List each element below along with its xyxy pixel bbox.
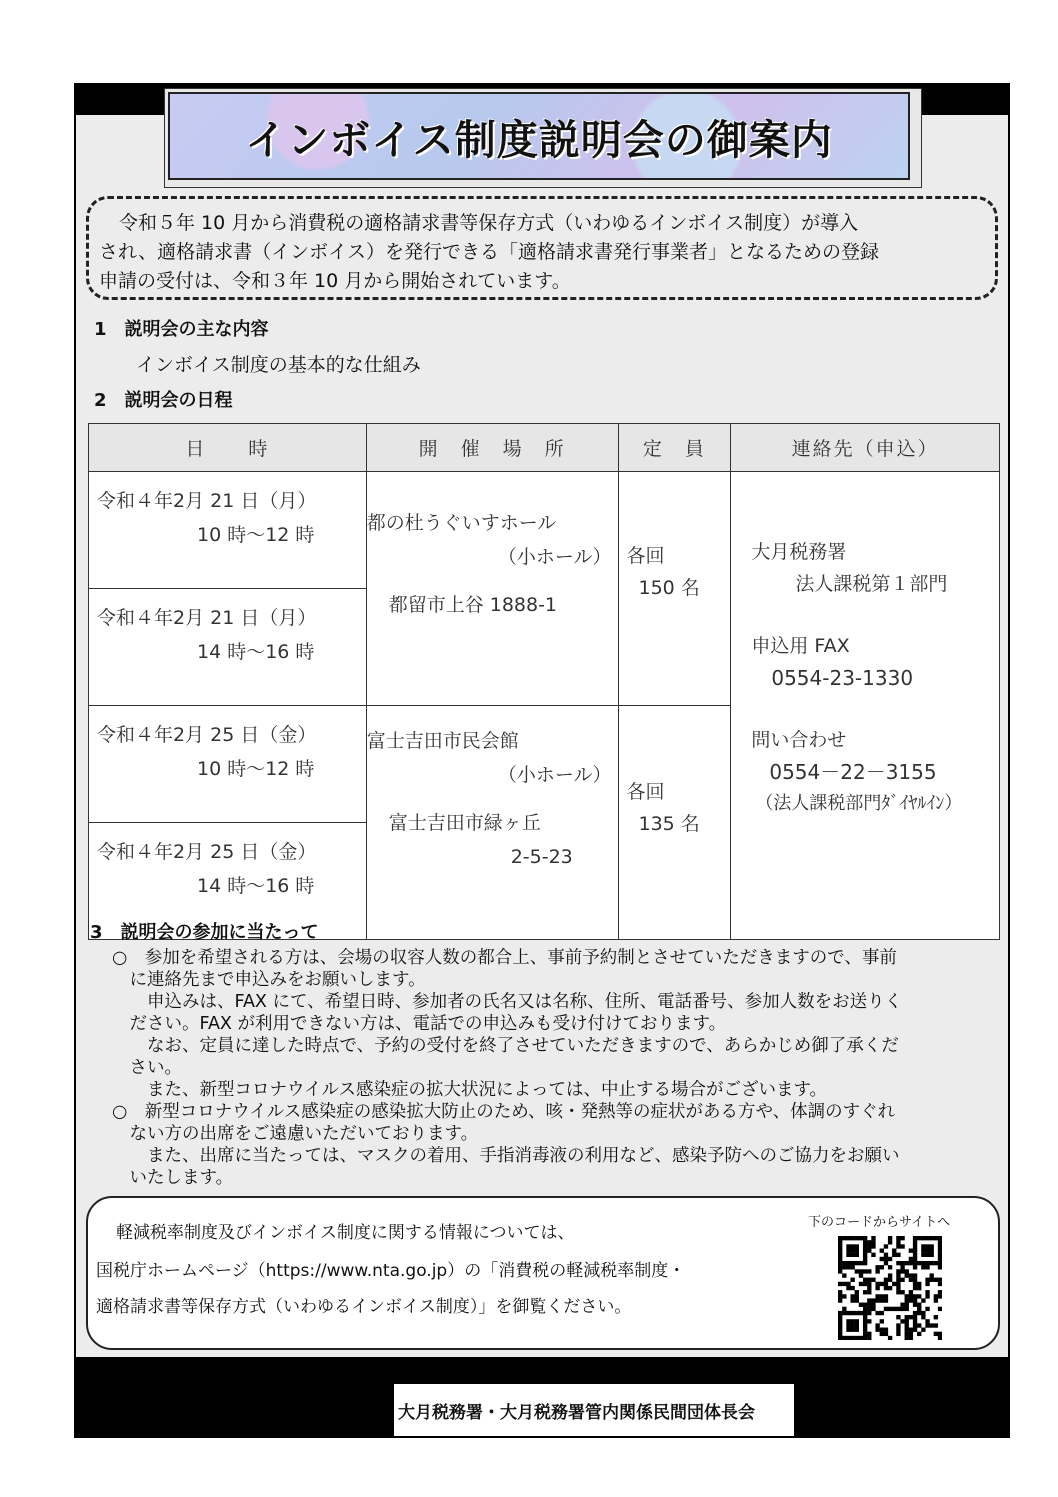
participation-notes xyxy=(112,947,998,1189)
intro-line: 申請の受付は、令和３年 10 月から開始されています。 xyxy=(99,270,571,292)
session-time: 14 時～16 時 xyxy=(197,641,315,663)
capacity-label: 各回 xyxy=(626,781,665,803)
section1-heading: 1 説明会の主な内容 xyxy=(94,319,269,340)
session-datetime xyxy=(89,472,367,589)
tel-note: （法人課税部門ﾀﾞｲﾔﾙｲﾝ） xyxy=(755,793,963,814)
contact-office: 大月税務署 xyxy=(751,541,847,563)
session-date: 令和４年2月 25 日（金） xyxy=(97,724,317,746)
info-line: 国税庁ホームページ（https://www.nta.go.jp）の「消費税の軽減税率制度・ xyxy=(96,1261,686,1281)
note-line: ○ 新型コロナウイルス感染症の感染拡大防止のため、咳・発熱等の症状がある方や、体調のすぐれ xyxy=(112,1102,896,1122)
session-date: 令和４年2月 21 日（月） xyxy=(97,490,317,512)
section3-heading: 3 説明会の参加に当たって xyxy=(90,922,319,943)
note-line: いたします。 xyxy=(112,1168,234,1188)
venue-room: （小ホール） xyxy=(497,546,612,568)
note-line: また、新型コロナウイルス感染症の拡大状況によっては、中止する場合がございます。 xyxy=(112,1080,828,1100)
venue-name: 都の杜うぐいすホール xyxy=(366,512,557,534)
fax-number: 0554-23-1330 xyxy=(771,666,914,690)
tel-number: 0554－22－3155 xyxy=(769,760,937,784)
capacity-cell xyxy=(618,472,731,706)
qr-code-icon[interactable] xyxy=(838,1236,942,1340)
info-line: 適格請求書等保存方式（いわゆるインボイス制度）」を御覧ください。 xyxy=(96,1297,632,1317)
header-contact: 連絡先（申込） xyxy=(731,424,1000,472)
venue-address-2: 2-5-23 xyxy=(510,846,573,868)
note-line: さい。 xyxy=(112,1058,182,1078)
session-datetime xyxy=(89,706,367,823)
venue-cell xyxy=(366,472,618,706)
capacity-cell xyxy=(618,706,731,940)
header-venue: 開 催 場 所 xyxy=(366,424,618,472)
note-line: に連絡先まで申込みをお願いします。 xyxy=(112,970,426,990)
contact-dept: 法人課税第１部門 xyxy=(795,573,948,595)
footer-organizer: 大月税務署・大月税務署管内関係民間団体長会 xyxy=(394,1384,794,1436)
inquiry-label: 問い合わせ xyxy=(751,729,847,751)
capacity-label: 各回 xyxy=(626,545,665,567)
header-datetime: 日 時 xyxy=(89,424,367,472)
session-time: 10 時～12 時 xyxy=(197,758,315,780)
venue-room: （小ホール） xyxy=(497,764,612,786)
fax-label: 申込用 FAX xyxy=(751,635,850,657)
session-date: 令和４年2月 21 日（月） xyxy=(97,607,317,629)
contact-cell xyxy=(731,472,1000,940)
intro-line: 令和５年 10 月から消費税の適格請求書等保存方式（いわゆるインボイス制度）が導入 xyxy=(119,212,859,234)
intro-box xyxy=(86,196,998,300)
info-line: 軽減税率制度及びインボイス制度に関する情報については、 xyxy=(116,1223,575,1243)
note-line: ○ 参加を希望される方は、会場の収容人数の都合上、事前予約制とさせていただきますので、事前 xyxy=(112,948,897,968)
capacity-value: 135 名 xyxy=(638,813,700,835)
session-time: 10 時～12 時 xyxy=(197,524,315,546)
capacity-value: 150 名 xyxy=(638,577,700,599)
title-banner xyxy=(168,92,910,180)
venue-address: 富士吉田市緑ヶ丘 xyxy=(388,812,541,834)
intro-line: され、適格請求書（インボイス）を発行できる「適格請求書発行事業者」となるための登録 xyxy=(99,241,879,263)
page-title: インボイス制度説明会の御案内 xyxy=(245,115,833,164)
venue-address: 都留市上谷 1888-1 xyxy=(388,594,558,616)
note-line: ない方の出席をご遠慮いただいております。 xyxy=(112,1124,479,1144)
header-capacity: 定 員 xyxy=(618,424,731,472)
qr-caption: 下のコードからサイトへ xyxy=(808,1215,951,1230)
venue-name: 富士吉田市民会館 xyxy=(366,730,519,752)
session-datetime xyxy=(89,589,367,706)
venue-cell xyxy=(366,706,618,940)
section1-body: インボイス制度の基本的な仕組み xyxy=(136,354,421,376)
session-date: 令和４年2月 25 日（金） xyxy=(97,841,317,863)
note-line: ださい。FAX が利用できない方は、電話での申込みも受け付けております。 xyxy=(112,1014,727,1034)
session-time: 14 時～16 時 xyxy=(197,875,315,897)
note-line: なお、定員に達した時点で、予約の受付を終了させていただきますので、あらかじめ御了承くだ xyxy=(112,1036,899,1056)
schedule-table xyxy=(88,423,1000,940)
note-line: また、出席に当たっては、マスクの着用、手指消毒液の利用など、感染予防へのご協力をお願い xyxy=(112,1146,900,1166)
note-line: 申込みは、FAX にて、希望日時、参加者の氏名又は名称、住所、電話番号、参加人数をお送りく xyxy=(112,992,903,1012)
section2-heading: 2 説明会の日程 xyxy=(94,390,233,411)
